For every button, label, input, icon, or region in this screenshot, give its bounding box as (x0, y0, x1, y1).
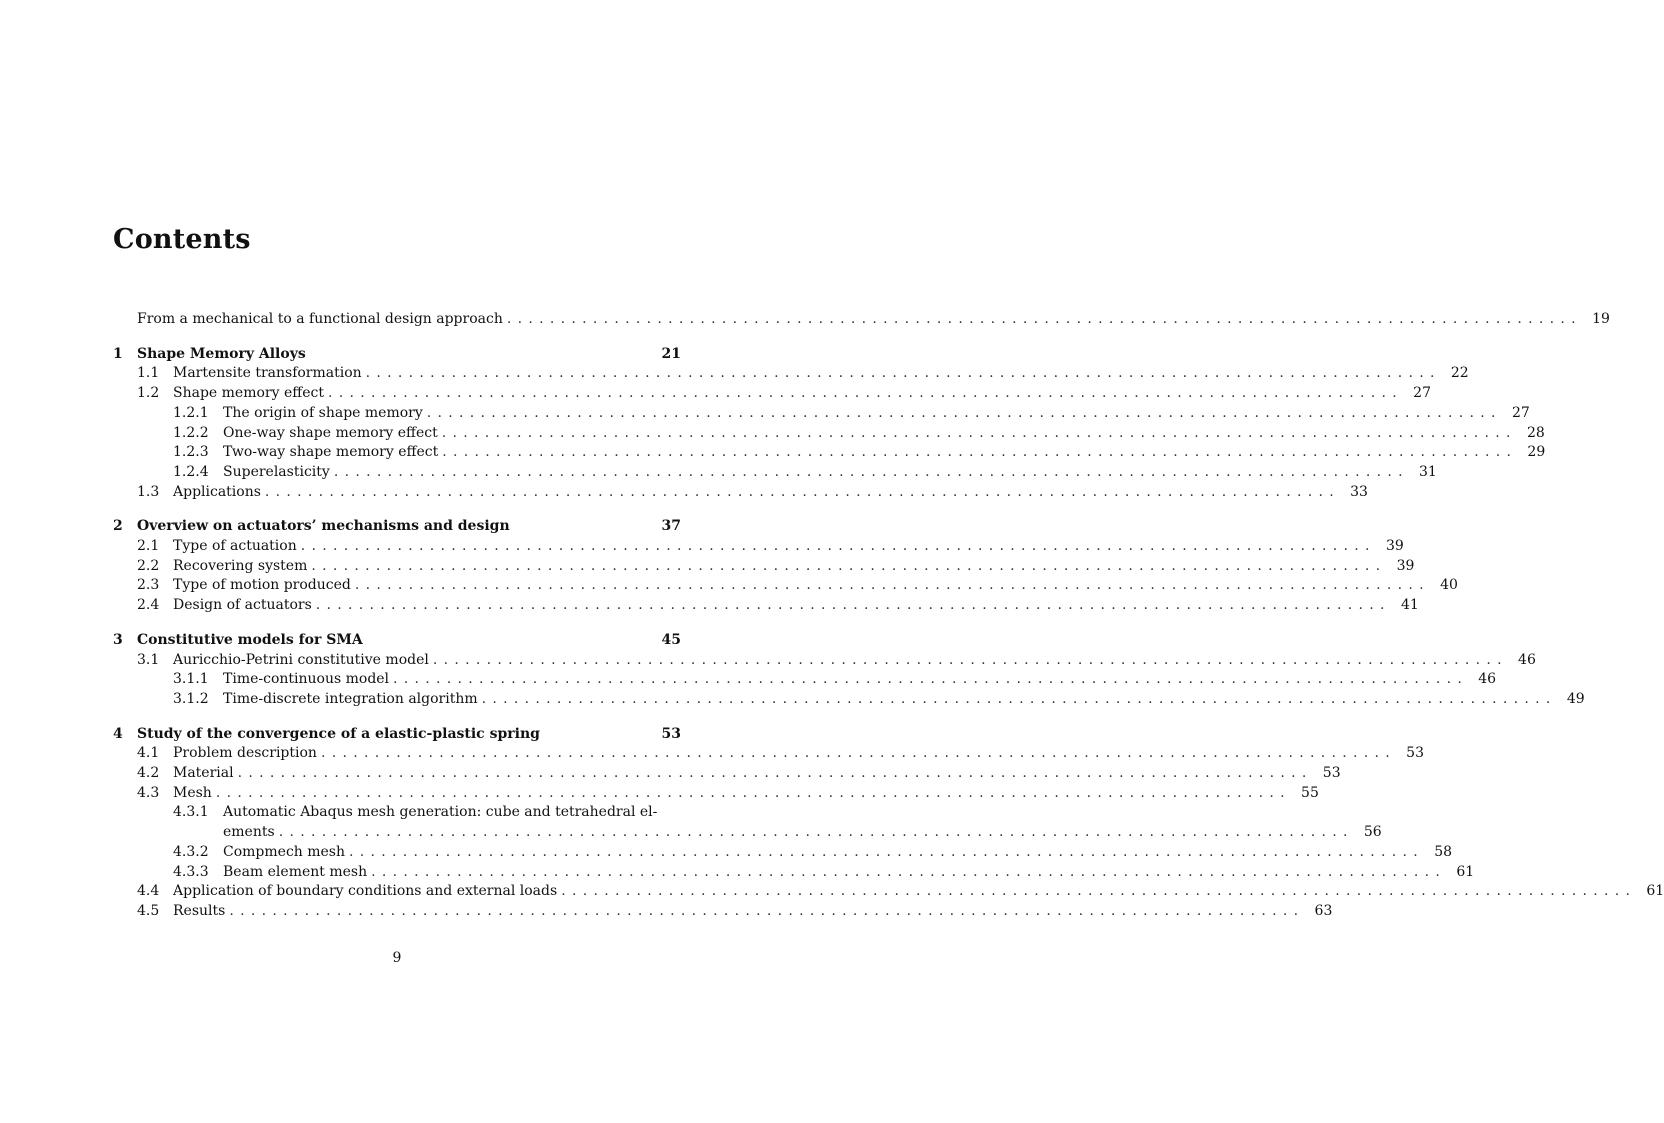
toc-chapter-1[interactable] (113, 345, 681, 365)
section-label: Results (173, 902, 226, 919)
section-label: Problem description (173, 745, 317, 762)
dot-leader: .................................................................................................... (311, 557, 1387, 574)
section-page: 55 (1301, 784, 1319, 801)
section-page: 53 (1322, 765, 1341, 782)
section-number: 2.1 (137, 538, 160, 555)
toc-entry-4-3-2[interactable] (113, 843, 1453, 863)
toc-chapter-3[interactable] (113, 631, 681, 651)
section-number: 2.3 (137, 577, 160, 594)
dot-leader: .................................................................................................... (561, 883, 1637, 900)
toc-entry-2-4[interactable] (113, 596, 1419, 616)
section-number: 4.5 (137, 902, 160, 919)
toc-entry-3-1-1[interactable] (113, 670, 1497, 690)
section-label: Auricchio-Petrini constitutive model (173, 651, 429, 668)
toc-entry-4-2[interactable] (113, 764, 1341, 784)
section-number: 3.1 (137, 651, 160, 668)
toc-entry-4-3-1[interactable] (113, 803, 1382, 842)
section-label: Design of actuators (173, 597, 312, 614)
subsection-label: The origin of shape memory (223, 404, 423, 421)
subsection-label: Time-discrete integration algorithm (223, 690, 478, 707)
section-page: 61 (1646, 883, 1664, 900)
toc-entry-2-3[interactable] (113, 576, 1458, 596)
section-number: 1.1 (137, 365, 160, 382)
toc-entry-1-1[interactable] (113, 364, 1469, 384)
subsection-number: 1.2.1 (173, 404, 209, 421)
page-title: Contents (113, 224, 251, 255)
subsection-label: Time-continuous model (223, 671, 390, 688)
chapter-title: Study of the convergence of a elastic-plastic spring (137, 725, 540, 742)
chapter-page: 45 (661, 631, 681, 648)
toc-entry-4-1[interactable] (113, 744, 1424, 764)
toc-entry-1-2-1[interactable] (113, 404, 1530, 424)
chapter-page: 21 (661, 345, 681, 362)
dot-leader: .................................................................................................... (215, 784, 1291, 801)
section-number: 1.2 (137, 385, 160, 402)
dot-leader: .................................................................................................... (327, 385, 1403, 402)
section-label: Material (173, 765, 234, 782)
toc-entry-1-2[interactable] (113, 384, 1431, 404)
toc-entry-4-3[interactable] (113, 784, 1319, 804)
toc-chapter-4[interactable] (113, 725, 681, 745)
chapter-title: Constitutive models for SMA (137, 631, 363, 648)
toc-entry-3-1[interactable] (113, 651, 1536, 671)
chapter-number: 3 (113, 631, 123, 648)
subsection-label-continued: ements (223, 824, 275, 841)
subsection-number: 3.1.1 (173, 671, 209, 688)
section-number: 4.2 (137, 765, 160, 782)
subsection-page: 28 (1526, 424, 1545, 441)
subsection-number: 1.2.3 (173, 444, 209, 461)
dot-leader: .................................................................................................... (229, 902, 1305, 919)
section-page: 39 (1385, 538, 1404, 555)
section-label: Type of actuation (173, 538, 297, 555)
chapter-page: 53 (661, 725, 681, 742)
subsection-number: 4.3.2 (173, 843, 209, 860)
chapter-number: 1 (113, 345, 123, 362)
subsection-label: Beam element mesh (223, 863, 368, 880)
dot-leader: .................................................................................................... (393, 671, 1469, 688)
dot-leader: .................................................................................................... (365, 365, 1441, 382)
chapter-page: 37 (661, 518, 681, 535)
toc-entry-4-3-3[interactable] (113, 863, 1475, 883)
chapter-number: 2 (113, 518, 123, 535)
subsection-number: 4.3.3 (173, 863, 209, 880)
toc-entry-2-2[interactable] (113, 557, 1415, 577)
dot-leader: .................................................................................................... (354, 577, 1430, 594)
toc-entry-2-1[interactable] (113, 537, 1404, 557)
subsection-page: 46 (1478, 671, 1497, 688)
section-label: Shape memory effect (173, 385, 324, 402)
dot-leader: .................................................................................................... (264, 483, 1340, 500)
section-page: 33 (1350, 483, 1368, 500)
section-page: 46 (1518, 651, 1536, 668)
subsection-number: 3.1.2 (173, 690, 209, 707)
section-page: 39 (1396, 557, 1415, 574)
dot-leader: .................................................................................................... (426, 404, 1502, 421)
toc-entry-3-1-2[interactable] (113, 690, 1585, 710)
subsection-label: Compmech mesh (223, 843, 346, 860)
dot-leader: .................................................................................................... (506, 311, 1582, 327)
subsection-number: 1.2.2 (173, 424, 209, 441)
toc-entry-4-4[interactable] (113, 882, 1664, 902)
dot-leader: .................................................................................................... (441, 424, 1517, 441)
subsection-page: 31 (1419, 463, 1437, 480)
dot-leader: .................................................................................................... (315, 597, 1391, 614)
dot-leader: .................................................................................................... (333, 463, 1409, 480)
section-label: Martensite transformation (173, 365, 362, 382)
section-number: 4.3 (137, 784, 160, 801)
toc-entry-label: From a mechanical to a functional design approach (137, 311, 503, 327)
subsection-number: 1.2.4 (173, 463, 209, 480)
section-page: 53 (1406, 745, 1424, 762)
toc-entry-page: 19 (1592, 311, 1610, 327)
section-number: 4.1 (137, 745, 160, 762)
toc-entry-1-2-3[interactable] (113, 443, 1546, 463)
section-label: Application of boundary conditions and external loads (173, 883, 558, 900)
dot-leader: .................................................................................................... (432, 651, 1508, 668)
subsection-page: 56 (1363, 824, 1382, 841)
section-page: 41 (1400, 597, 1419, 614)
section-label: Mesh (173, 784, 212, 801)
subsection-label: Automatic Abaqus mesh generation: cube and tetrahedral el- (223, 804, 658, 821)
section-page: 40 (1440, 577, 1458, 594)
toc-entry-1-3[interactable] (113, 483, 1368, 503)
section-label: Applications (173, 483, 261, 500)
subsection-page: 58 (1434, 843, 1453, 860)
dot-leader: .................................................................................................... (278, 824, 1354, 841)
subsection-page: 29 (1527, 444, 1546, 461)
subsection-label: One-way shape memory effect (223, 424, 438, 441)
table-of-contents (113, 310, 1664, 922)
dot-leader: .................................................................................................... (371, 863, 1447, 880)
chapter-title: Overview on actuators’ mechanisms and design (137, 518, 510, 535)
chapter-number: 4 (113, 725, 123, 742)
dot-leader: .................................................................................................... (300, 538, 1376, 555)
subsection-page: 49 (1566, 690, 1585, 707)
section-page: 22 (1450, 365, 1469, 382)
dot-leader: .................................................................................................... (442, 444, 1518, 461)
section-label: Recovering system (173, 557, 308, 574)
toc-entry-4-5[interactable] (113, 902, 1333, 922)
dot-leader: .................................................................................................... (237, 765, 1313, 782)
dot-leader: .................................................................................................... (481, 690, 1557, 707)
subsection-label: Two-way shape memory effect (223, 444, 439, 461)
subsection-page: 61 (1456, 863, 1475, 880)
dot-leader: .................................................................................................... (320, 745, 1396, 762)
toc-entry-front[interactable] (113, 310, 1610, 330)
page-number: 9 (392, 950, 402, 966)
toc-entry-1-2-2[interactable] (113, 424, 1545, 444)
section-number: 2.4 (137, 597, 160, 614)
toc-chapter-2[interactable] (113, 517, 681, 537)
section-number: 4.4 (137, 883, 160, 900)
chapter-title: Shape Memory Alloys (137, 345, 306, 362)
subsection-number: 4.3.1 (173, 804, 209, 821)
toc-entry-1-2-4[interactable] (113, 463, 1437, 483)
subsection-label: Superelasticity (223, 463, 330, 480)
section-number: 1.3 (137, 483, 160, 500)
dot-leader: .................................................................................................... (349, 843, 1425, 860)
section-number: 2.2 (137, 557, 160, 574)
section-label: Type of motion produced (173, 577, 351, 594)
subsection-page: 27 (1511, 404, 1530, 421)
section-page: 27 (1413, 385, 1431, 402)
section-page: 63 (1314, 902, 1333, 919)
